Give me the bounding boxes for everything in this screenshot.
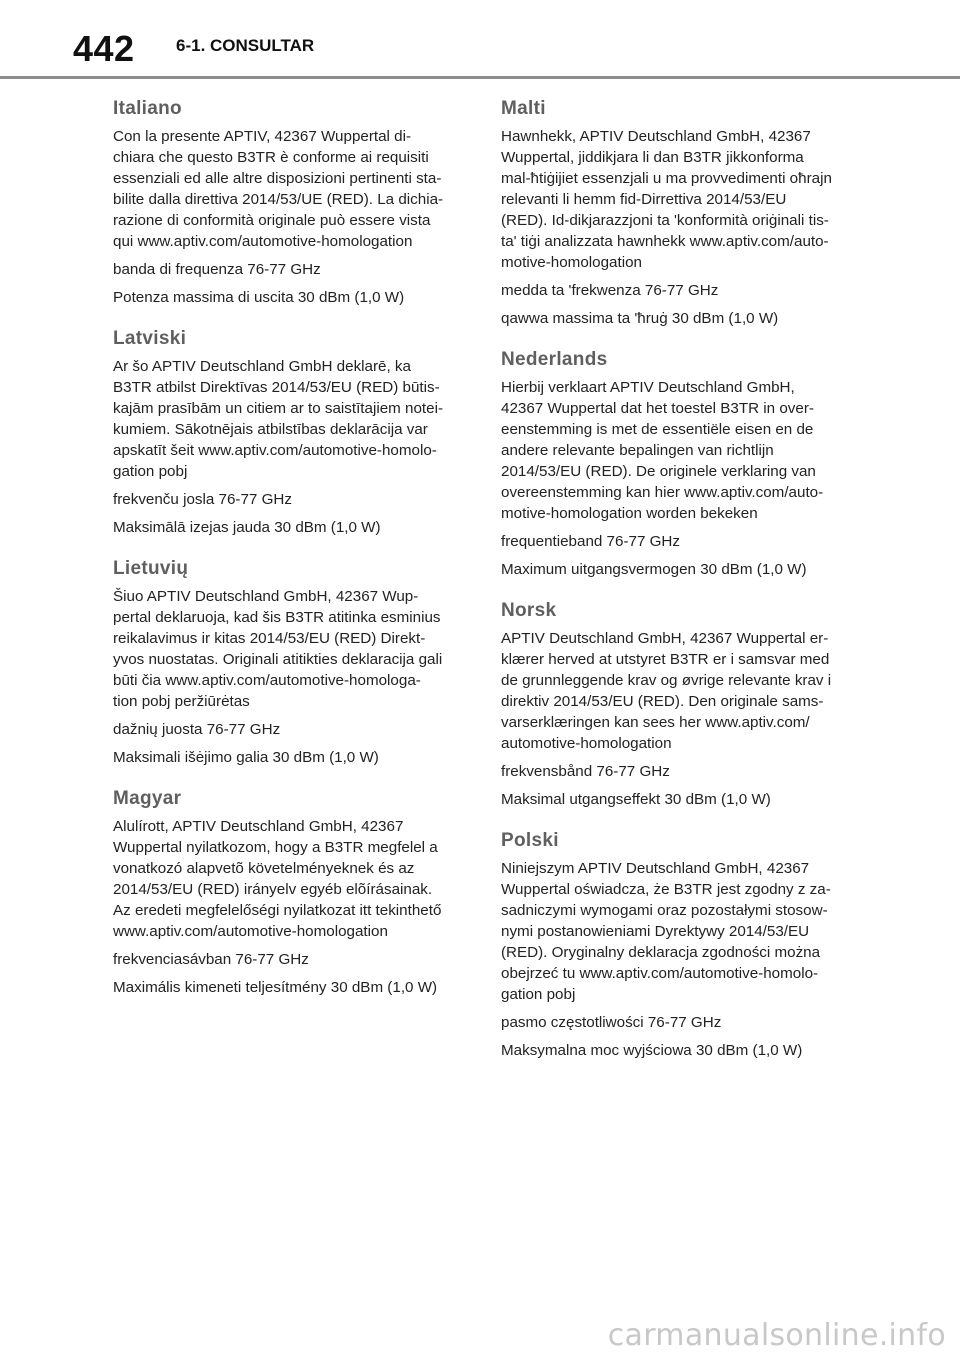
max-power: Maksimālā izejas jauda 30 dBm (1,0 W): [113, 519, 381, 536]
language-heading: Malti: [501, 98, 546, 119]
declaration-text: Niniejszym APTIV Deutschland GmbH, 42367 Wuppertal oświadcza, że B3TR jest zgodny z za- sadniczymi wymogami oraz pozostałymi stosow- nymi postanowieniami Dyrektywy 2014/53/EU (RED). Oryginalny deklaracja zgodności można obejrzeć tu www.aptiv.com/automotive-homolo- gation pobj: [501, 860, 831, 1003]
language-heading: Nederlands: [501, 349, 608, 370]
left-column: [113, 98, 473, 1018]
language-heading: Polski: [501, 830, 559, 851]
language-section-magyar: [113, 788, 473, 998]
declaration-text: Ar šo APTIV Deutschland GmbH deklarē, ka B3TR atbilst Direktīvas 2014/53/EU (RED) būtis- kajām prasībām un citiem ar to saistītajiem notei- kumiem. Sākotnējais atbilstības deklarācija var apskatīt šeit www.aptiv.com/automotive-homolo- gation pobj: [113, 358, 444, 480]
language-section-latviski: [113, 328, 473, 538]
declaration-text: APTIV Deutschland GmbH, 42367 Wuppertal er- klærer herved at utstyret B3TR er i samsvar med de grunnleggende krav og øvrige relevante krav i direktiv 2014/53/EU (RED). Den originale sams- varserklæringen kan sees her www.aptiv.com/ automotive-homologation: [501, 630, 832, 752]
max-power: Potenza massima di uscita 30 dBm (1,0 W): [113, 289, 405, 306]
frequency-band: frekvenciasávban 76-77 GHz: [113, 951, 309, 968]
language-section-norsk: [501, 600, 861, 810]
max-power: qawwa massima ta 'ħruġ 30 dBm (1,0 W): [501, 310, 779, 327]
section-title: 6-1. CONSULTAR: [176, 36, 315, 55]
declaration-text: Hawnhekk, APTIV Deutschland GmbH, 42367 Wuppertal, jiddikjara li dan B3TR jikkonforma mal-ħtiġijiet essenzjali u ma provvedimenti oħrajn relevanti li hemm fid-Dirrettiva 2014/53/EU (RED). Id-dikjarazzjoni ta 'konformità oriġinali tis- ta' tiġi analizzata hawnhekk www.aptiv.com/auto- motive-homologation: [501, 128, 832, 271]
language-section-nederlands: [501, 349, 861, 580]
frequency-band: frekvensbånd 76-77 GHz: [501, 763, 670, 780]
max-power: Maksymalna moc wyjściowa 30 dBm (1,0 W): [501, 1042, 803, 1059]
language-heading: Magyar: [113, 788, 182, 809]
page-number: 442: [73, 28, 135, 69]
language-section-malti: [501, 98, 861, 329]
max-power: Maksimal utgangseffekt 30 dBm (1,0 W): [501, 791, 771, 808]
frequency-band: medda ta 'frekwenza 76-77 GHz: [501, 282, 719, 299]
declaration-text: Šiuo APTIV Deutschland GmbH, 42367 Wup- pertal deklaruoja, kad šis B3TR atitinka esminius reikalavimus ir kitas 2014/53/EU (RED) Direkt- yvos nuostatas. Originali atitikties deklaracija gali būti čia www.aptiv.com/automotive-homologa- tion pobj peržiūrėtas: [113, 588, 443, 710]
language-heading: Lietuvių: [113, 558, 189, 579]
max-power: Maximális kimeneti teljesítmény 30 dBm (1,0 W): [113, 979, 438, 996]
declaration-text: Hierbij verklaart APTIV Deutschland GmbH, 42367 Wuppertal dat het toestel B3TR in over- eenstemming is met de essentiële eisen en de andere relevante bepalingen van richtlijn 2014/53/EU (RED). De originele verklaring van overeenstemming kan hier www.aptiv.com/auto- motive-homologation worden bekeken: [501, 379, 824, 522]
language-heading: Norsk: [501, 600, 557, 621]
language-section-lietuviu: [113, 558, 473, 768]
max-power: Maximum uitgangsvermogen 30 dBm (1,0 W): [501, 561, 807, 578]
frequency-band: frekvenču josla 76-77 GHz: [113, 491, 292, 508]
frequency-band: banda di frequenza 76-77 GHz: [113, 261, 321, 278]
declaration-text: Con la presente APTIV, 42367 Wuppertal di- chiara che questo B3TR è conforme ai requisiti essenziali ed alle altre disposizioni pertinenti sta- bilite dalla direttiva 2014/53/UE (RED). La dichia- razione di conformità originale può essere vista qui www.aptiv.com/automotive-homologation: [113, 128, 444, 250]
watermark: carmanualsonline.info: [607, 1318, 946, 1353]
header-divider: [0, 76, 960, 79]
frequency-band: dažnių juosta 76-77 GHz: [113, 721, 281, 738]
page-header: [0, 0, 960, 80]
language-section-polski: [501, 830, 861, 1061]
language-heading: Italiano: [113, 98, 182, 119]
declaration-text: Alulírott, APTIV Deutschland GmbH, 42367 Wuppertal nyilatkozom, hogy a B3TR megfelel a vonatkozó alapvetõ követelményeknek és az 2014/53/EU (RED) irányelv egyéb elõírásainak. Az eredeti megfelelőségi nyilatkozat itt tekinthető www.aptiv.com/automotive-homologation: [113, 818, 442, 940]
max-power: Maksimali išėjimo galia 30 dBm (1,0 W): [113, 749, 379, 766]
frequency-band: frequentieband 76-77 GHz: [501, 533, 680, 550]
language-heading: Latviski: [113, 328, 187, 349]
frequency-band: pasmo częstotliwości 76-77 GHz: [501, 1014, 722, 1031]
right-column: [501, 98, 861, 1081]
language-section-italiano: [113, 98, 473, 308]
